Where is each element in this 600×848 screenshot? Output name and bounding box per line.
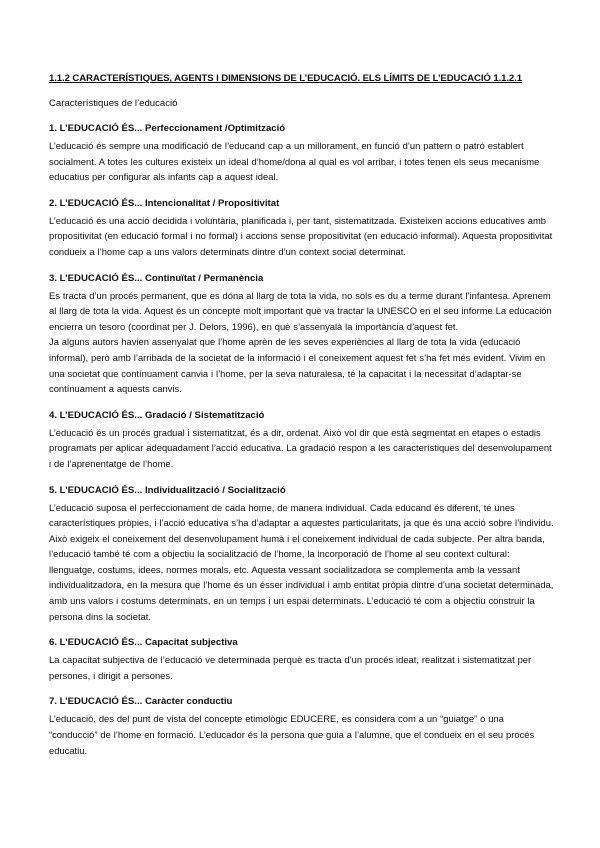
section-paragraph: L’educació és un procés gradual i sistematitzat, és a dir, ordenat. Això vol dir que està segmentat en etapes o estadis programats per aplicar adequadament l’acció educativa. La gradació respon a les característiques del desenvolupament i de l’aprenentatge de l’home. xyxy=(49,426,552,469)
section-heading: 2. L’EDUCACIÓ ÉS... Intencionalitat / Propositivitat xyxy=(49,197,280,209)
section-2 xyxy=(49,197,555,260)
document-page xyxy=(49,72,555,758)
section-heading: 5. L’EDUCACIÓ ÉS... Individualització / Socialització xyxy=(49,484,286,496)
section-5 xyxy=(49,484,555,625)
section-paragraph: Ja alguns autors havien assenyalat que l’home aprèn de les seves experiències al llarg de tota la vida (educació informal), però amb l’arribada de la societat de la informació i el coneixement aquest fet s’ha fet més evident. Vivim en una societat que contínuament canvia i l’home, per la seva naturalesa, té la capacitat i la necessitat d’adaptar-se contínuament a aquests canvis. xyxy=(49,336,546,395)
section-heading: 3. L’EDUCACIÓ ÉS... Continuïtat / Permanència xyxy=(49,272,264,284)
section-paragraph: L’educació és sempre una modificació de l’educand cap a un millorament, en funció d’un pattern o patró establert socialment. A totes les cultures existeix un ideal d’home/dona al qual es vol arribar, i totes tenen els seus mecanisme educatius per configurar als infants cap a aquest ideal. xyxy=(49,140,540,183)
section-6 xyxy=(49,636,555,683)
section-heading: 7. L’EDUCACIÓ ÉS... Caràcter conductiu xyxy=(49,696,233,708)
section-paragraph: L’educació suposa el perfeccionament de cada home, de manera individual. Cada educand és diferent, té unes característiques pròpies, i l’acció educativa s’ha d’adaptar a aquestes particularitats, ja que és una acció sobre l’individu. Això exigeix el coneixement del desenvolupament humà i el coneixement individual de cada subjecte. Per altra banda, l’educació també té com a objectiu la socialització de l’home, la incorporació de l’home al seu context cultural: llenguatge, costums, idees, normes morals, etc. Aquesta vessant socialitzadora se complementa amb la vessant individualitzadora, en la mesura que l’home és un ésser individual i amb entitat pròpia dintre d’una societat determinada, amb uns valors i costums determinats, en un temps i un espai determinats. L’educació té com a objectiu construir la persona dins la societat. xyxy=(49,501,554,622)
section-paragraph: L’educació, des del punt de vista del concepte etimològic EDUCERE, es considera com a un “guiatge” o una “conducció” de l’home en formació. L’educador és la persona que guia a l’alumne, que el condueix en el seu procés educatiu. xyxy=(49,713,535,756)
section-paragraph: L’educació és una acció decidida i voluntària, planificada i, per tant, sistematitzada. Existeixen accions educatives amb propositivitat (en educació formal i no formal) i accions sense propositivitat (en educació informal). Aquesta propositivitat condueix a l’home cap a uns valors determinats dintre d’un context social determinat. xyxy=(49,214,553,257)
section-heading: 6. L’EDUCACIÓ ÉS... Capacitat subjectiva xyxy=(49,637,238,649)
section-heading: 4. L’EDUCACIÓ ÉS... Gradació / Sistematització xyxy=(49,409,265,421)
document-title: 1.1.2 CARACTERÍSTIQUES, AGENTS I DIMENSIONS DE L’EDUCACIÓ. ELS LÍMITS DE L’EDUCACIÓ 1.1.2.1 xyxy=(49,73,522,84)
section-1 xyxy=(49,122,555,185)
section-paragraph: La capacitat subjectiva de l’educació ve determinada perquè es tracta d’un procés ideat, realitzat i sistematitzat per persones, i dirigit a persones. xyxy=(49,654,532,681)
section-3 xyxy=(49,272,555,397)
section-7 xyxy=(49,695,555,758)
document-subtitle: Característiques de l’educació xyxy=(49,98,178,109)
section-heading: 1. L’EDUCACIÓ ÉS... Perfeccionament /Optimització xyxy=(49,123,286,134)
section-4 xyxy=(49,409,555,472)
section-paragraph: Es tracta d’un procés permanent, que es dóna al llarg de tota la vida, no sols es du a terme durant l’infantesa. Aprenem al llarg de tota la vida. Aquest és un concepte molt important què va tractar la UNESCO en el seu informe La educación encierra un tesoro (coordinat per J. Delors, 1996), en què s’assenyalà la importància d’aquest fet. xyxy=(49,289,552,332)
